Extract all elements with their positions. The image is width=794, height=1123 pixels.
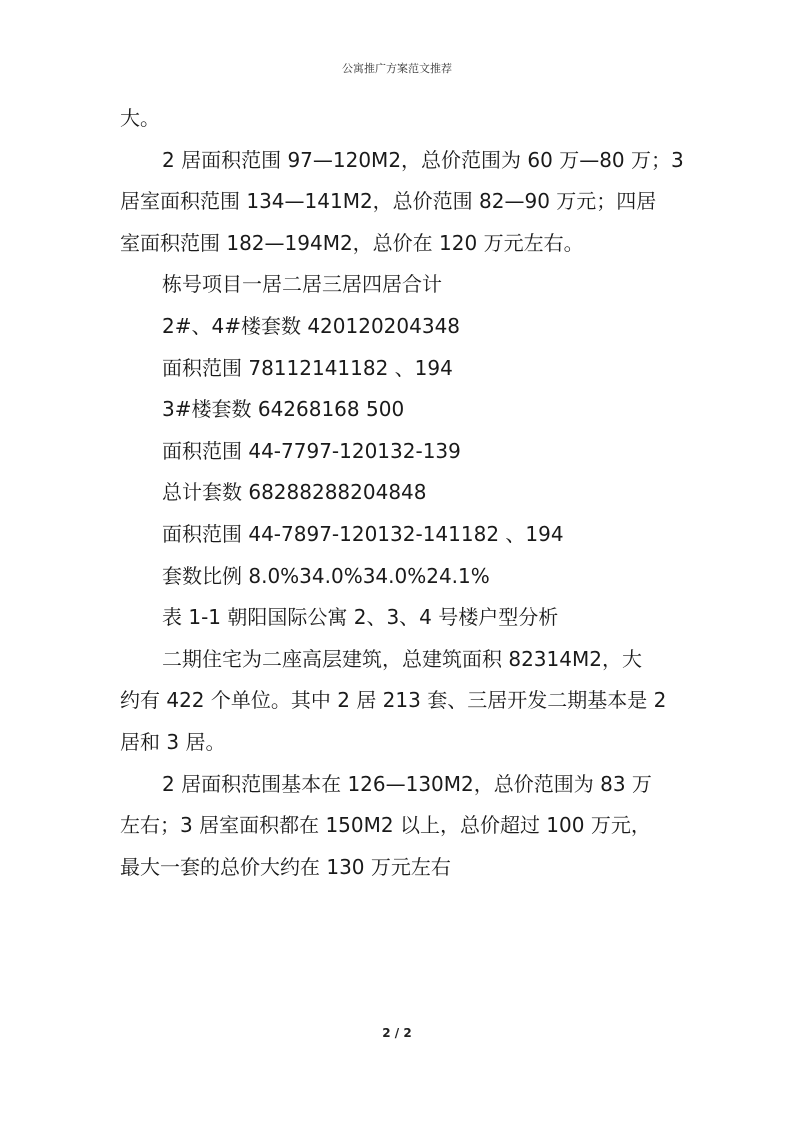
document-body	[120, 98, 710, 888]
text-line: 最大一套的总价大约在 130 万元左右	[120, 854, 451, 879]
text-line: 面积范围 78112141182 、194	[162, 355, 453, 380]
text-line: 2#、4#楼套数 420120204348	[162, 313, 461, 338]
text-line: 总计套数 68288288204848	[162, 480, 427, 505]
text-line: 二期住宅为二座高层建筑，总建筑面积 82314M2，大	[162, 646, 642, 671]
text-line: 居和 3 居。	[120, 729, 226, 754]
text-line: 左右；3 居室面积都在 150M2 以上，总价超过 100 万元，	[120, 813, 651, 838]
text-line: 栋号项目一居二居三居四居合计	[162, 272, 442, 297]
table-caption: 表 1-1 朝阳国际公寓 2、3、4 号楼户型分析	[162, 605, 559, 630]
text-line: 居室面积范围 134—141M2，总价范围 82—90 万元；四居	[120, 189, 657, 214]
page-number: 2 / 2	[382, 1026, 412, 1040]
text-line: 面积范围 44-7797-120132-139	[162, 438, 461, 463]
text-line: 大。	[120, 106, 160, 130]
text-line: 约有 422 个单位。其中 2 居 213 套、三居开发二期基本是 2	[120, 688, 667, 713]
text-line: 面积范围 44-7897-120132-141182 、194	[162, 521, 564, 546]
text-line: 套数比例 8.0%34.0%34.0%24.1%	[162, 563, 490, 588]
text-line: 室面积范围 182—194M2，总价在 120 万元左右。	[120, 230, 584, 255]
text-line: 3#楼套数 64268168 500	[162, 397, 405, 422]
text-line: 2 居面积范围 97—120M2，总价范围为 60 万—80 万；3	[162, 147, 684, 172]
text-line: 2 居面积范围基本在 126—130M2，总价范围为 83 万	[162, 771, 652, 796]
page-header: 公寓推广方案范文推荐	[342, 62, 452, 75]
